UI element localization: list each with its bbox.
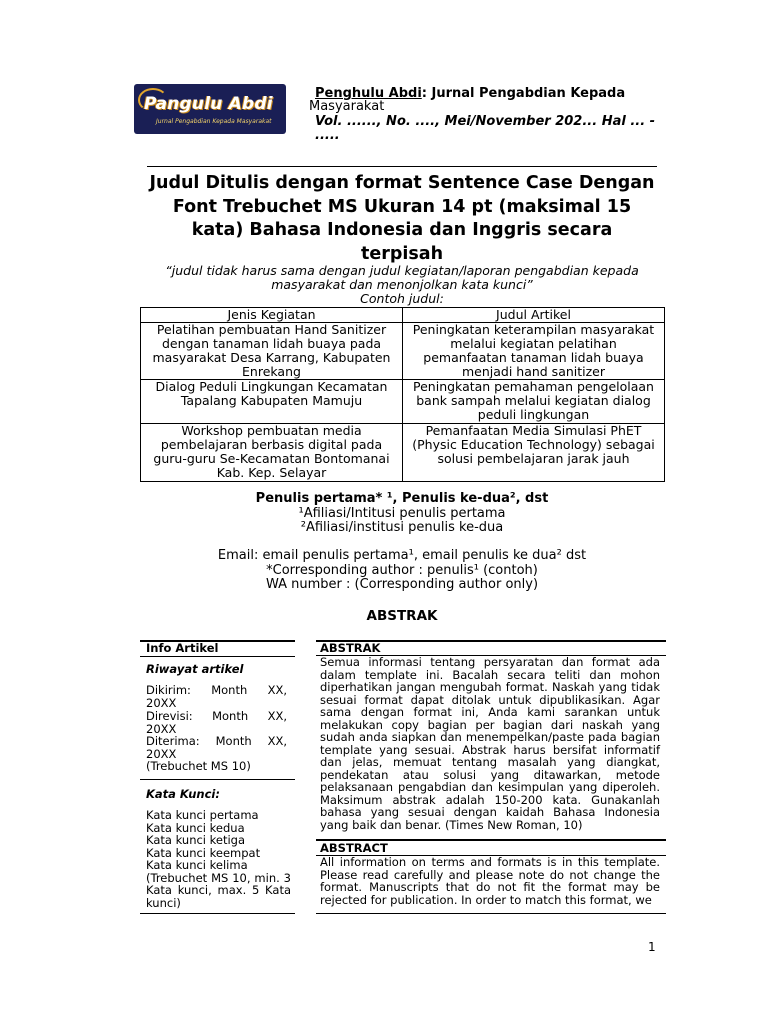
table-cell: Workshop pembuatan media pembelajaran berbasis digital pada guru-guru Se-Kecamatan Bontomanai Kab. Kep. Selayar (141, 424, 403, 482)
wa-number: WA number : (Corresponding author only) (265, 577, 539, 592)
table-header: Judul Artikel (403, 308, 665, 323)
table-cell: Pelatihan pembuatan Hand Sanitizer dengan tanaman lidah buaya pada masyarakat Desa Karrang, Kabupaten Enrekang (141, 323, 403, 380)
author-email: Email: email penulis pertama¹, email penulis ke dua² dst (217, 548, 587, 563)
date-revised: Direvisi: Month XX, 20XX (146, 709, 287, 736)
example-label: Contoh judul: (360, 291, 444, 306)
affiliation-2: ²Afiliasi/institusi penulis ke-dua (300, 520, 504, 535)
table-row (141, 424, 665, 482)
abstract-en-heading: ABSTRACT (320, 841, 388, 855)
keyword: Kata kunci kedua (146, 820, 245, 835)
table-cell: Pemanfaatan Media Simulasi PhET (Physic Education Technology) sebagai solusi pembelajaran jarak jauh (403, 424, 665, 482)
abstrak-id-text: Semua informasi tentang persyaratan dan format ada dalam template ini. Bacalah secara teliti dan mohon diperhatikan jangan mengubah format. Naskah yang tidak sesuai format dapat ditolak untuk dipublikasikan. Agar sama dengan format ini, Anda kami sarankan untuk melakukan copy bagian per bagian dari naskah yang sudah anda siapkan dan menempelkan/paste pada bagian template yang sesuai. Abstrak harus bersifat informatif dan jelas, memuat tentang masalah yang diangkat, pendekatan atau solusi yang ditawarkan, metode pelaksanaan pengabdian dan kesimpulan yang diperoleh. Maksimum abstrak adalah 150-200 kata. Gunakanlah bahasa yang sesuai dengan kaidah Bahasa Indonesia yang baik dan benar. (Times New Roman, 10) (320, 655, 660, 832)
divider (140, 779, 295, 780)
keyword: Kata kunci ketiga (146, 833, 246, 847)
author-names: Penulis pertama* ¹, Penulis ke-dua², dst (255, 491, 549, 506)
history-heading: Riwayat artikel (146, 662, 244, 676)
date-accepted: Diterima: Month XX, 20XX (146, 734, 287, 761)
abstrak-heading: ABSTRAK (366, 608, 438, 624)
table-cell: Peningkatan keterampilan masyarakat melalui kegiatan pelatihan pemanfaatan tanaman lidah buaya menjadi hand sanitizer (403, 323, 665, 380)
table-cell: Peningkatan pemahaman pengelolaan bank sampah melalui kegiatan dialog peduli lingkungan (403, 380, 665, 424)
title-note (140, 264, 664, 292)
abstrak-id-heading: ABSTRAK (320, 641, 381, 655)
title-note-line: masyarakat dan menonjolkan kata kunci” (271, 277, 533, 292)
journal-subtitle: : Jurnal Pengabdian Kepada (421, 86, 626, 101)
table-row (141, 380, 665, 424)
date-submitted: Dikirim: Month XX, 20XX (146, 683, 287, 710)
keywords-heading: Kata Kunci: (146, 787, 220, 801)
table-header: Jenis Kegiatan (141, 308, 403, 323)
title-line: Font Trebuchet MS Ukuran 14 pt (maksimal 15 (172, 196, 632, 217)
table-cell: Dialog Peduli Lingkungan Kecamatan Tapalang Kabupaten Mamuju (141, 380, 403, 424)
title-line: kata) Bahasa Indonesia dan Inggris secara (191, 220, 613, 240)
keywords-note: (Trebuchet MS 10, min. 3 Kata kunci, max. 5 Kata kunci) (146, 870, 291, 910)
abstract-en-text: All information on terms and formats is in this template. Please read carefully and please note do not change the format. Manuscripts that do not fit the format may be rejected for publication. In order to match this format, we (320, 856, 660, 907)
journal-logo (134, 84, 286, 134)
divider (140, 656, 295, 657)
divider (316, 913, 666, 914)
keyword: Kata kunci pertama (146, 808, 259, 822)
divider (140, 913, 295, 914)
keyword: Kata kunci kelima (146, 858, 248, 872)
title-note-line: “judul tidak harus sama dengan judul kegiatan/laporan pengabdian kepada (165, 263, 639, 278)
article-title (140, 172, 664, 266)
logo-subtext: Jurnal Pengabdian Kepada Masyarakat (156, 118, 272, 125)
affiliation-1: ¹Afiliasi/Intitusi penulis pertama (298, 506, 506, 521)
page-number: 1 (648, 940, 656, 954)
info-heading: Info Artikel (146, 641, 219, 655)
table-row (141, 323, 665, 380)
corresponding-author: *Corresponding author : penulis¹ (contoh) (266, 563, 538, 578)
logo-text: Pangulu Abdi (144, 94, 273, 114)
journal-name: Penghulu Abdi (315, 86, 422, 101)
font-note: (Trebuchet MS 10) (146, 759, 251, 773)
journal-subtitle-2: Masyarakat (309, 99, 385, 114)
keywords-list (146, 809, 291, 909)
title-line: terpisah (360, 243, 444, 264)
title-line: Judul Ditulis dengan format Sentence Case Dengan (149, 173, 655, 193)
header-rule (147, 166, 657, 167)
volume-line-2: ..... (315, 128, 340, 143)
table-header-row (141, 308, 665, 323)
example-table (140, 307, 665, 482)
volume-line: Vol. ......, No. ...., Mei/November 202... Hal ... - (315, 114, 656, 129)
keyword: Kata kunci keempat (146, 845, 261, 860)
